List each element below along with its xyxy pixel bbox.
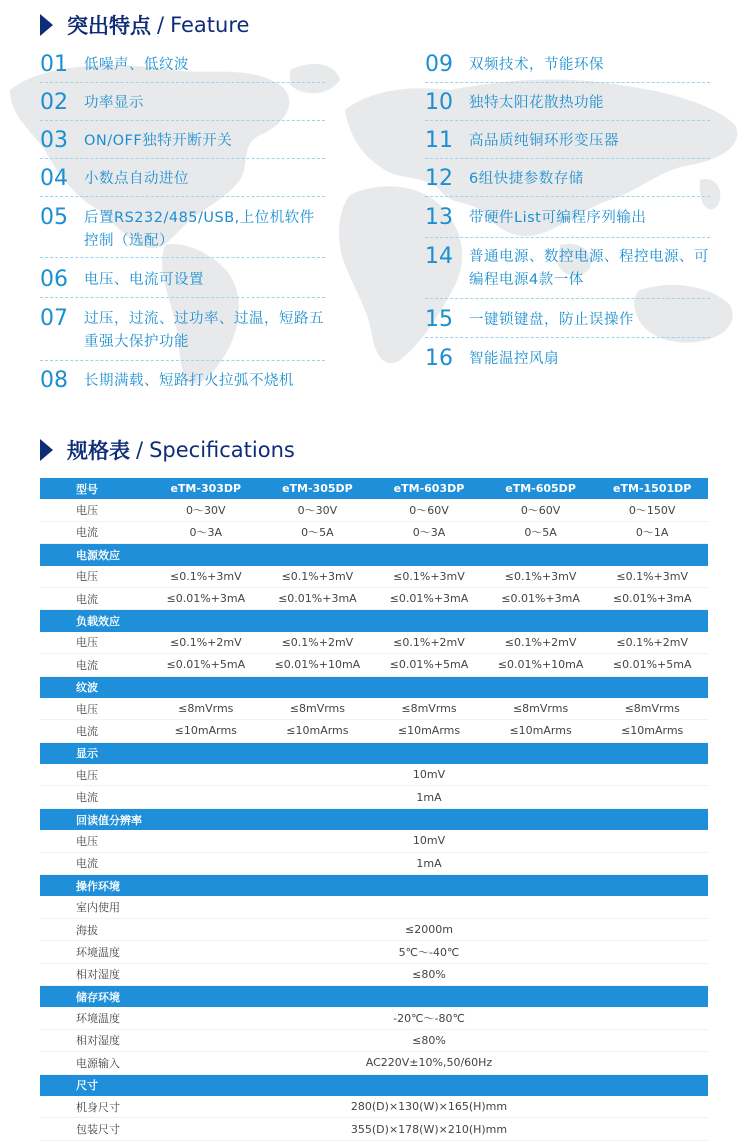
section-row xyxy=(40,610,708,632)
feature-text: 高品质纯铜环形变压器 xyxy=(469,133,619,149)
table-row xyxy=(40,566,708,588)
feature-text: 双频技术，节能环保 xyxy=(469,57,604,73)
spec-table-header xyxy=(40,478,708,499)
table-cell: ≤0.01%+10mA xyxy=(485,654,597,676)
specs-title-separator: / xyxy=(136,438,144,462)
table-cell: ≤0.01%+3mA xyxy=(596,587,708,609)
row-label: 电流 xyxy=(40,587,150,609)
row-label: 电流 xyxy=(40,720,150,742)
table-row xyxy=(40,764,708,786)
row-label: 包装尺寸 xyxy=(40,1118,150,1140)
row-label: 电流 xyxy=(40,654,150,676)
table-cell: ≤0.1%+2mV xyxy=(485,632,597,654)
feature-number: 11 xyxy=(425,128,453,153)
row-label: 电流 xyxy=(40,852,150,874)
row-label: 电压 xyxy=(40,698,150,720)
table-cell: ≤0.1%+3mV xyxy=(485,566,597,588)
feature-text: 带硬件List可编程序列输出 xyxy=(469,210,647,226)
specs-heading xyxy=(40,435,295,465)
feature-item xyxy=(40,205,325,258)
header-cell-model: 型号 xyxy=(40,478,150,499)
table-row xyxy=(40,654,708,676)
section-row xyxy=(40,808,708,830)
table-cell: 0～5A xyxy=(262,521,374,543)
table-cell: 355(D)×178(W)×210(H)mm xyxy=(150,1118,708,1140)
section-title: 操作环境 xyxy=(40,875,708,897)
table-cell: ≤0.1%+2mV xyxy=(596,632,708,654)
table-cell: 0～60V xyxy=(485,499,597,521)
feature-item xyxy=(40,267,325,298)
feature-text: 智能温控风扇 xyxy=(469,351,559,367)
spec-table xyxy=(40,478,708,1141)
row-label: 环境温度 xyxy=(40,1007,150,1029)
table-row xyxy=(40,963,708,985)
table-cell: 10mV xyxy=(150,830,708,852)
row-label: 环境温度 xyxy=(40,941,150,963)
row-label: 电源输入 xyxy=(40,1052,150,1074)
feature-text: 长期满载、短路打火拉弧不烧机 xyxy=(84,373,294,389)
table-cell: AC220V±10%,50/60Hz xyxy=(150,1052,708,1074)
table-cell: ≤80% xyxy=(150,1029,708,1051)
section-row xyxy=(40,985,708,1007)
feature-text: 过压，过流、过功率、过温，短路五重强大保护功能 xyxy=(84,311,324,350)
feature-text: ON/OFF独特开断开关 xyxy=(84,133,233,149)
feature-number: 13 xyxy=(425,205,453,230)
table-cell: ≤10mArms xyxy=(373,720,485,742)
table-cell: ≤0.1%+3mV xyxy=(373,566,485,588)
feature-title-cn: 突出特点 xyxy=(67,14,151,38)
table-cell: 280(D)×130(W)×165(H)mm xyxy=(150,1096,708,1118)
feature-number: 14 xyxy=(425,244,453,269)
feature-number: 08 xyxy=(40,368,68,393)
triangle-arrow-icon xyxy=(40,439,53,461)
feature-number: 06 xyxy=(40,267,68,292)
section-row xyxy=(40,544,708,566)
feature-text: 后置RS232/485/USB,上位机软件控制（选配） xyxy=(84,210,315,249)
table-row xyxy=(40,1118,708,1140)
table-cell: 1mA xyxy=(150,786,708,808)
table-cell: -20℃～-80℃ xyxy=(150,1007,708,1029)
table-cell: ≤0.1%+3mV xyxy=(596,566,708,588)
feature-item xyxy=(425,128,710,159)
table-row xyxy=(40,698,708,720)
row-label: 机身尺寸 xyxy=(40,1096,150,1118)
feature-number: 01 xyxy=(40,52,68,77)
feature-text: 普通电源、数控电源、程控电源、可编程电源4款一体 xyxy=(469,249,709,288)
table-row xyxy=(40,632,708,654)
section-row xyxy=(40,1074,708,1096)
table-cell: 0～3A xyxy=(150,521,262,543)
table-row xyxy=(40,941,708,963)
section-title: 纹波 xyxy=(40,676,708,698)
table-row xyxy=(40,1007,708,1029)
table-row xyxy=(40,720,708,742)
feature-number: 07 xyxy=(40,306,68,331)
table-cell: 0～5A xyxy=(485,521,597,543)
table-cell: ≤8mVrms xyxy=(150,698,262,720)
specs-title-cn: 规格表 xyxy=(67,439,130,463)
table-row xyxy=(40,521,708,543)
section-title: 负载效应 xyxy=(40,610,708,632)
row-label: 相对湿度 xyxy=(40,1029,150,1051)
feature-item xyxy=(425,205,710,238)
feature-number: 16 xyxy=(425,346,453,371)
section-row xyxy=(40,875,708,897)
table-cell: 0～30V xyxy=(150,499,262,521)
feature-number: 10 xyxy=(425,90,453,115)
table-cell: ≤0.01%+10mA xyxy=(262,654,374,676)
row-label: 电压 xyxy=(40,830,150,852)
table-cell: ≤8mVrms xyxy=(596,698,708,720)
feature-item xyxy=(425,166,710,197)
row-label: 电流 xyxy=(40,786,150,808)
table-row xyxy=(40,1029,708,1051)
table-cell: ≤0.01%+5mA xyxy=(373,654,485,676)
feature-number: 09 xyxy=(425,52,453,77)
table-row xyxy=(40,918,708,940)
feature-item xyxy=(425,52,710,83)
row-label: 电压 xyxy=(40,764,150,786)
table-cell: 10mV xyxy=(150,764,708,786)
section-row xyxy=(40,676,708,698)
section-title: 尺寸 xyxy=(40,1074,708,1096)
feature-number: 03 xyxy=(40,128,68,153)
feature-text: 一键锁键盘，防止误操作 xyxy=(469,312,634,328)
header-cell-model-name: eTM-605DP xyxy=(485,478,597,499)
table-cell: ≤0.1%+2mV xyxy=(150,632,262,654)
section-title: 电源效应 xyxy=(40,544,708,566)
table-row xyxy=(40,830,708,852)
table-row xyxy=(40,499,708,521)
table-row xyxy=(40,896,708,918)
specs-title-en: Specifications xyxy=(149,438,295,462)
feature-item xyxy=(40,368,325,396)
table-cell: ≤8mVrms xyxy=(373,698,485,720)
feature-text: 电压、电流可设置 xyxy=(84,272,204,288)
table-cell: 0～30V xyxy=(262,499,374,521)
table-cell: 1mA xyxy=(150,852,708,874)
feature-text: 独特太阳花散热功能 xyxy=(469,95,604,111)
feature-text: 低噪声、低纹波 xyxy=(84,57,189,73)
table-cell: 0～60V xyxy=(373,499,485,521)
feature-item xyxy=(425,346,710,374)
feature-text: 小数点自动进位 xyxy=(84,171,189,187)
table-cell: ≤0.1%+2mV xyxy=(373,632,485,654)
header-cell-model-name: eTM-1501DP xyxy=(596,478,708,499)
table-row xyxy=(40,1052,708,1074)
feature-item xyxy=(40,52,325,83)
table-cell: ≤0.1%+2mV xyxy=(262,632,374,654)
row-label: 海拔 xyxy=(40,918,150,940)
table-cell: 0～150V xyxy=(596,499,708,521)
table-cell: ≤0.01%+3mA xyxy=(262,587,374,609)
feature-number: 12 xyxy=(425,166,453,191)
table-cell: ≤0.01%+3mA xyxy=(373,587,485,609)
feature-number: 05 xyxy=(40,205,68,230)
feature-item xyxy=(40,166,325,197)
table-cell xyxy=(150,896,708,918)
table-cell: ≤8mVrms xyxy=(262,698,374,720)
table-cell: ≤0.01%+3mA xyxy=(485,587,597,609)
triangle-arrow-icon xyxy=(40,14,53,36)
table-row xyxy=(40,587,708,609)
table-cell: ≤10mArms xyxy=(262,720,374,742)
feature-number: 15 xyxy=(425,307,453,332)
feature-text: 功率显示 xyxy=(84,95,144,111)
table-cell: ≤10mArms xyxy=(485,720,597,742)
section-title: 回读值分辨率 xyxy=(40,808,708,830)
row-label: 室内使用 xyxy=(40,896,150,918)
table-cell: ≤0.1%+3mV xyxy=(262,566,374,588)
section-title: 储存环境 xyxy=(40,985,708,1007)
row-label: 电压 xyxy=(40,632,150,654)
section-row xyxy=(40,742,708,764)
table-cell: ≤2000m xyxy=(150,918,708,940)
table-cell: ≤0.01%+3mA xyxy=(150,587,262,609)
feature-item xyxy=(425,307,710,338)
feature-item xyxy=(40,306,325,361)
table-cell: ≤10mArms xyxy=(150,720,262,742)
table-cell: ≤80% xyxy=(150,963,708,985)
table-row xyxy=(40,786,708,808)
table-row xyxy=(40,1096,708,1118)
table-cell: 5℃～-40℃ xyxy=(150,941,708,963)
feature-title-en: Feature xyxy=(170,13,250,37)
row-label: 电压 xyxy=(40,499,150,521)
feature-title-separator: / xyxy=(157,13,165,37)
table-cell: ≤0.01%+5mA xyxy=(596,654,708,676)
feature-heading xyxy=(40,10,249,40)
table-cell: 0～1A xyxy=(596,521,708,543)
feature-item xyxy=(425,244,710,299)
table-cell: ≤10mArms xyxy=(596,720,708,742)
row-label: 电流 xyxy=(40,521,150,543)
feature-item xyxy=(40,128,325,159)
feature-number: 02 xyxy=(40,90,68,115)
table-cell: ≤8mVrms xyxy=(485,698,597,720)
header-cell-model-name: eTM-305DP xyxy=(262,478,374,499)
feature-item xyxy=(425,90,710,121)
row-label: 电压 xyxy=(40,566,150,588)
feature-number: 04 xyxy=(40,166,68,191)
header-cell-model-name: eTM-303DP xyxy=(150,478,262,499)
feature-item xyxy=(40,90,325,121)
header-cell-model-name: eTM-603DP xyxy=(373,478,485,499)
table-cell: 0～3A xyxy=(373,521,485,543)
section-title: 显示 xyxy=(40,742,708,764)
feature-text: 6组快捷参数存储 xyxy=(469,171,584,187)
table-cell: ≤0.1%+3mV xyxy=(150,566,262,588)
table-cell: ≤0.01%+5mA xyxy=(150,654,262,676)
table-row xyxy=(40,852,708,874)
row-label: 相对湿度 xyxy=(40,963,150,985)
